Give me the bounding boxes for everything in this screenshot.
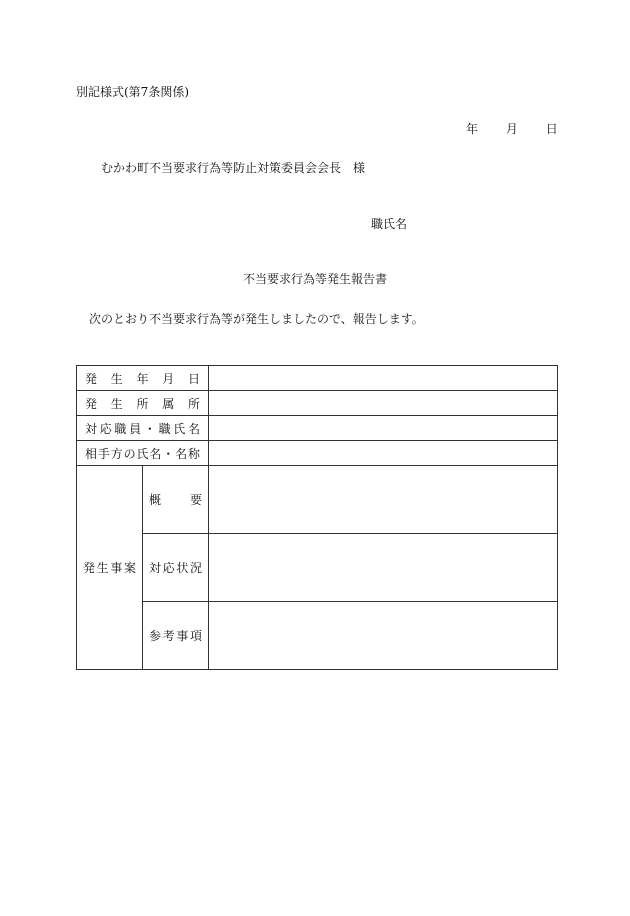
date-day-label: 日 [545,122,558,136]
department-field[interactable] [209,391,558,416]
date-year-label: 年 [466,122,479,136]
lead-sentence: 次のとおり不当要求行為等が発生しましたので、報告します。 [89,312,424,326]
date-month-label: 月 [505,122,518,136]
table-row [77,441,558,466]
form-style-label: 別記様式(第7条関係) [76,85,189,99]
honorific: 様 [353,161,366,175]
addressee-line [101,162,365,174]
document-title: 不当要求行為等発生報告書 [242,272,387,286]
table-row [77,534,558,602]
counterparty-field[interactable] [209,441,558,466]
report-table [76,365,558,670]
notes-field[interactable] [209,602,558,670]
summary-field[interactable] [209,466,558,534]
staff-field[interactable] [209,416,558,441]
incident-group-label: 発生事案 [77,466,143,670]
row-label-response: 対応状況 [143,534,209,602]
row-label-department: 発生所属所 [77,391,209,416]
table-row [77,466,558,534]
row-label-notes: 参考事項 [143,602,209,670]
sender-name-label: 職氏名 [371,217,408,231]
row-label-counterparty: 相手方の氏名・名称 [77,441,209,466]
row-label-occurrence-date: 発生年月日 [77,366,209,391]
table-row [77,391,558,416]
row-label-staff: 対応職員・職氏名 [77,416,209,441]
occurrence-date-field[interactable] [209,366,558,391]
response-field[interactable] [209,534,558,602]
addressee-name: むかわ町不当要求行為等防止対策委員会会長 [101,161,342,175]
table-row [77,602,558,670]
table-row [77,366,558,391]
date-line [466,123,558,135]
row-label-summary: 概要 [143,466,209,534]
table-row [77,416,558,441]
